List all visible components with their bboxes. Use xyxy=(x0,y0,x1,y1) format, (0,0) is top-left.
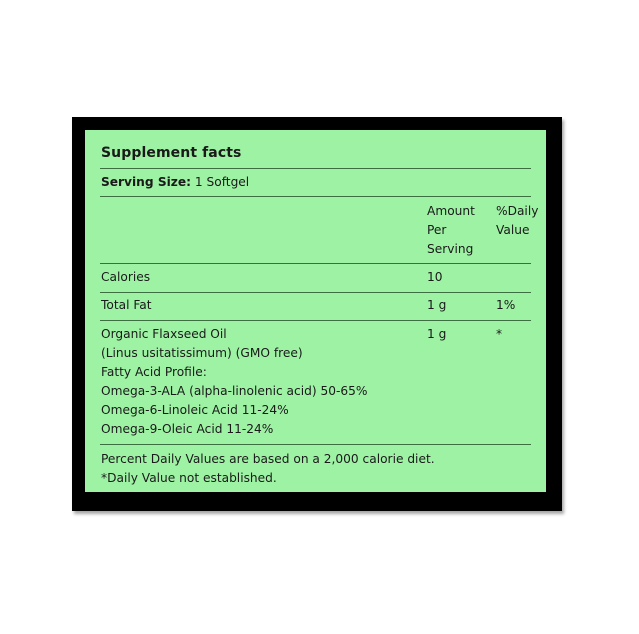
nutrient-amount: 10 xyxy=(427,270,443,284)
ingredient-line: Omega-3-ALA (alpha-linolenic acid) 50-65% xyxy=(101,384,368,398)
amount-header-line: Amount xyxy=(427,204,475,218)
nutrient-daily-value: 1% xyxy=(496,298,516,312)
label-title: Supplement facts xyxy=(101,145,242,161)
footnote-line: Percent Daily Values are based on a 2,000 calorie diet. xyxy=(101,452,435,466)
daily-header-line: %Daily xyxy=(496,204,539,218)
title-divider xyxy=(100,168,531,169)
serving-size xyxy=(101,173,249,192)
nutrient-name: Total Fat xyxy=(101,298,152,312)
ingredient-description xyxy=(101,325,367,439)
serving-size-value: 1 Softgel xyxy=(194,175,250,189)
serving-size-label: Serving Size: xyxy=(101,175,192,189)
ingredient-line: Organic Flaxseed Oil xyxy=(101,327,227,341)
amount-per-serving-header xyxy=(427,202,475,259)
footnote-divider xyxy=(100,444,531,445)
footnote-line: *Daily Value not established. xyxy=(101,471,277,485)
row-divider xyxy=(100,320,531,321)
ingredient-line: Omega-9-Oleic Acid 11-24% xyxy=(101,422,274,436)
amount-header-line: Serving xyxy=(427,242,474,256)
row-divider xyxy=(100,292,531,293)
amount-header-line: Per xyxy=(427,223,447,237)
header-divider xyxy=(100,263,531,264)
nutrient-amount: 1 g xyxy=(427,298,447,312)
serving-divider xyxy=(100,196,531,197)
nutrient-daily-value: * xyxy=(496,327,503,341)
ingredient-line: (Linus usitatissimum) (GMO free) xyxy=(101,346,303,360)
footnotes xyxy=(101,450,435,488)
ingredient-line: Omega-6-Linoleic Acid 11-24% xyxy=(101,403,289,417)
daily-header-line: Value xyxy=(496,223,530,237)
daily-value-header xyxy=(496,202,538,240)
ingredient-line: Fatty Acid Profile: xyxy=(101,365,207,379)
nutrient-name: Calories xyxy=(101,270,151,284)
nutrient-amount: 1 g xyxy=(427,327,447,341)
supplement-facts-panel xyxy=(85,130,546,492)
